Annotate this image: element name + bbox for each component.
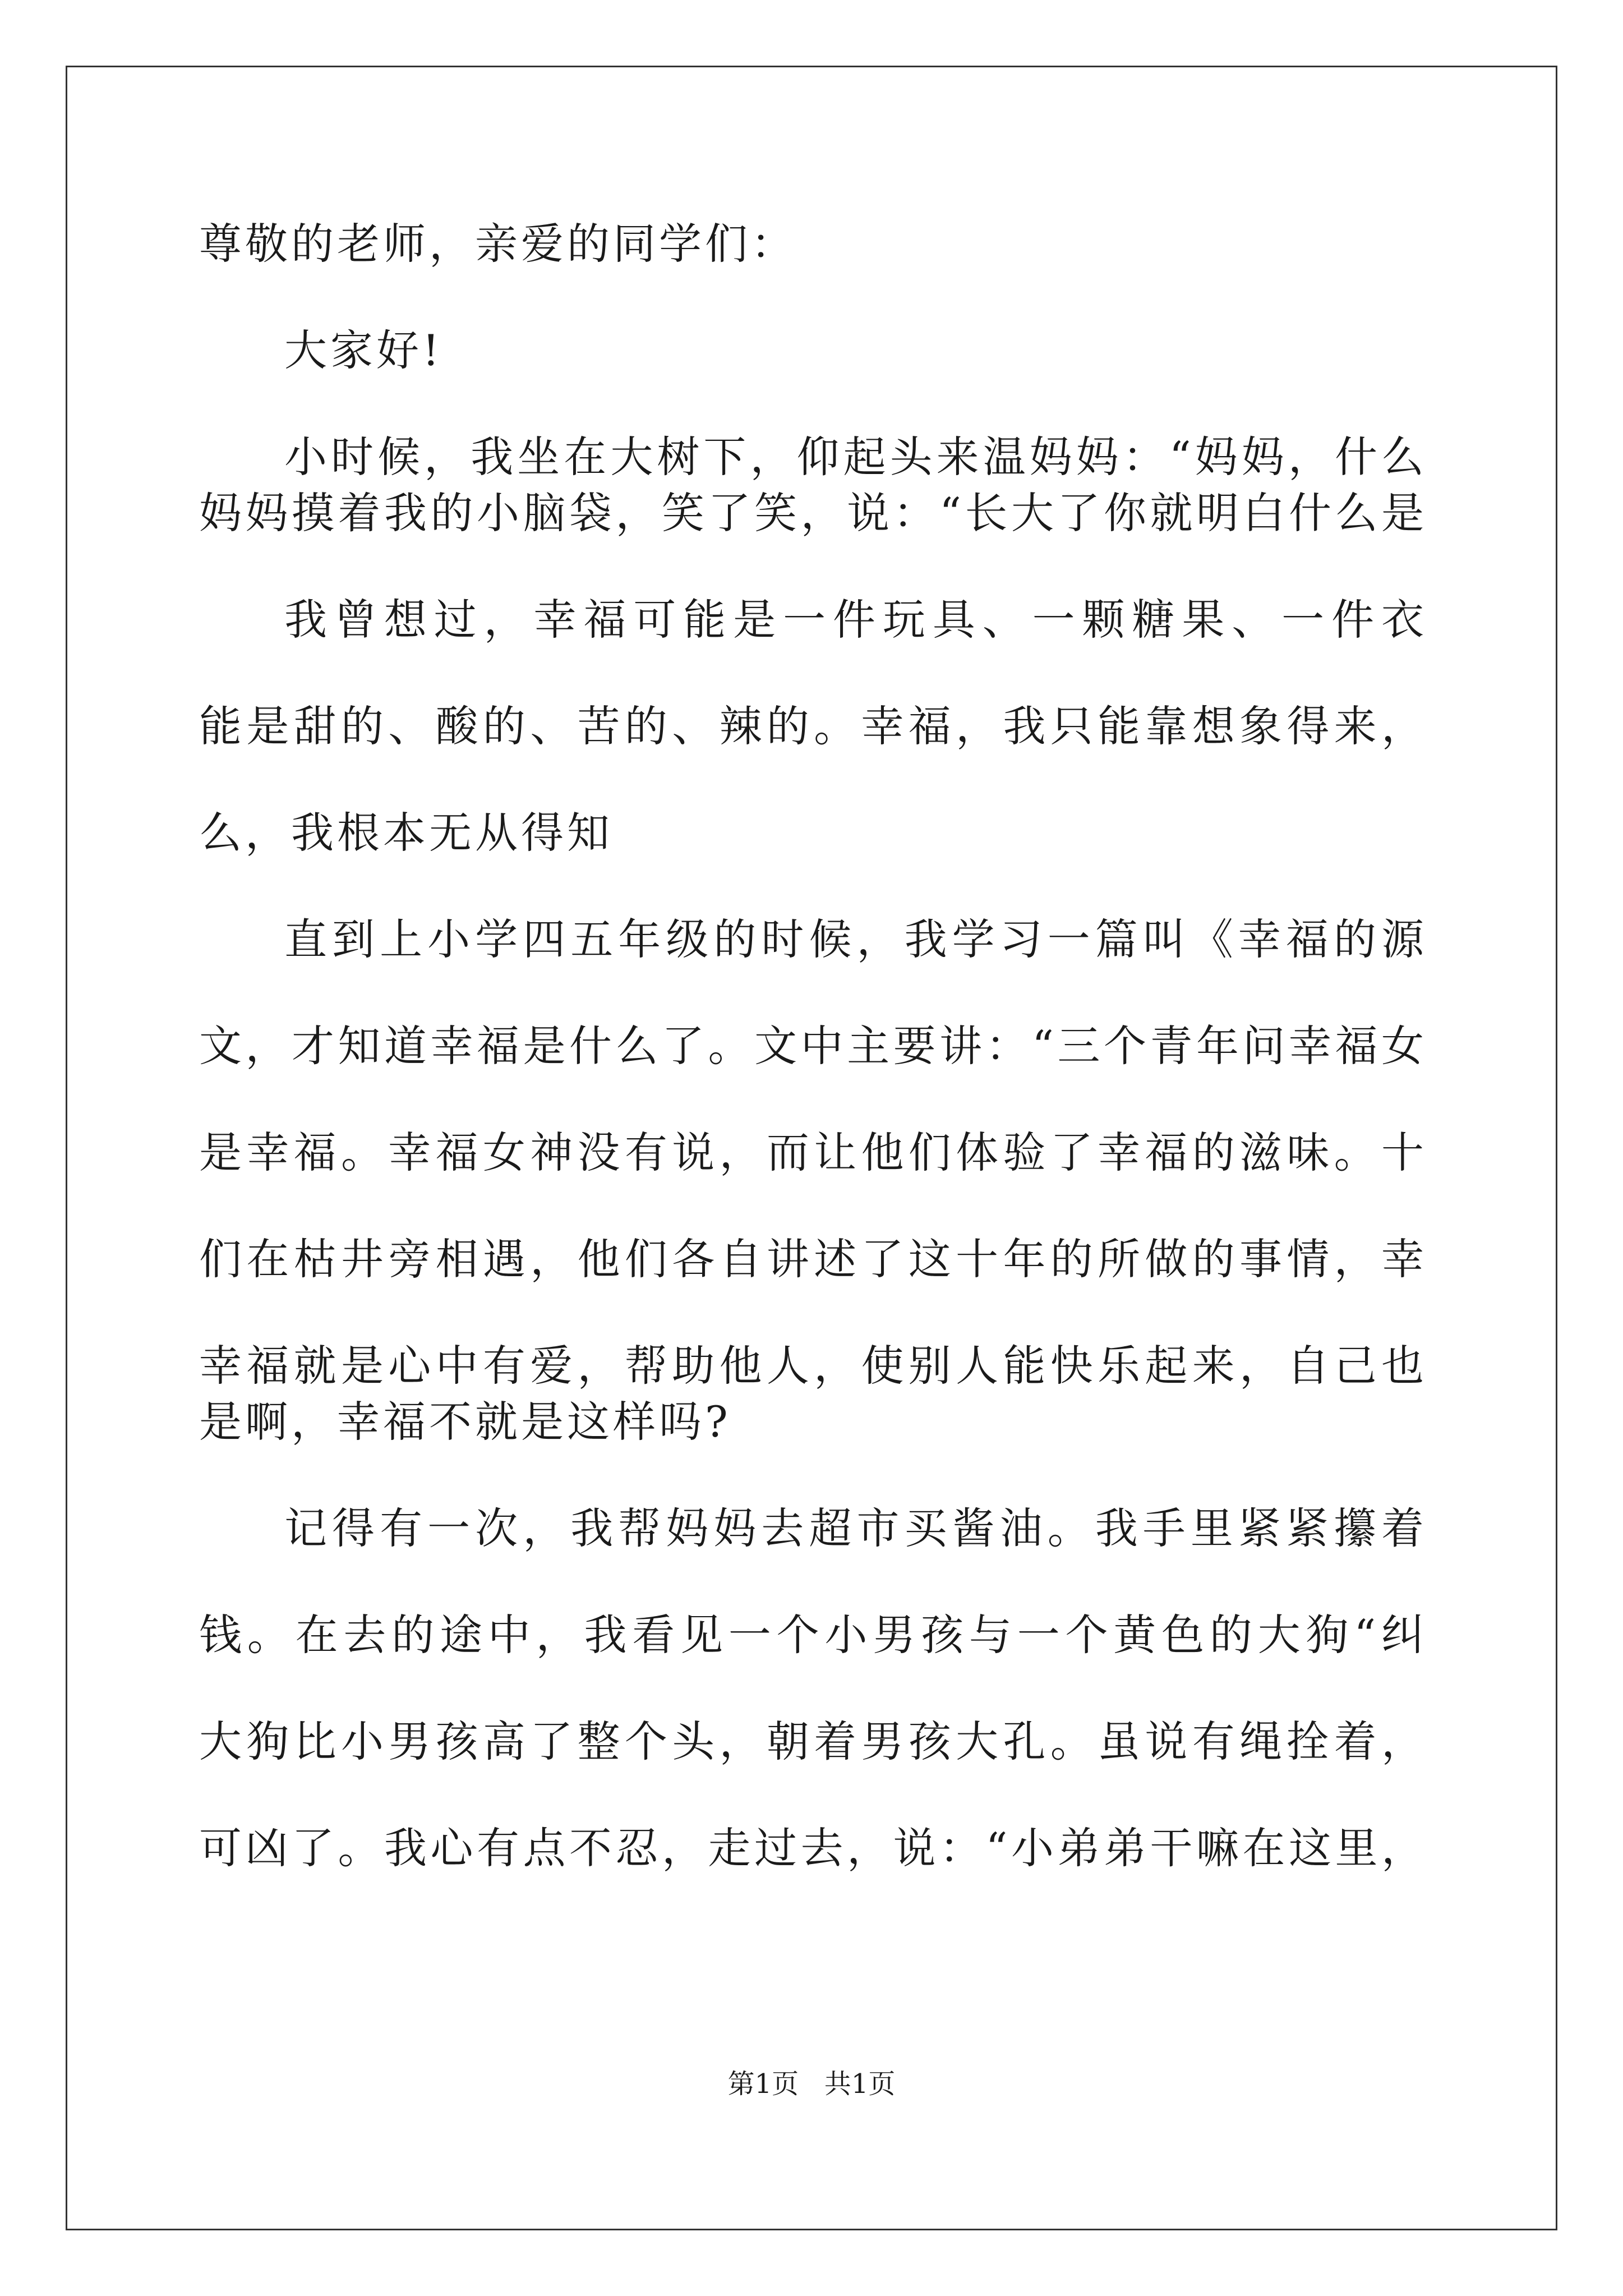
page-number: 第1页 <box>727 2068 799 2100</box>
page-total: 共1页 <box>824 2068 896 2100</box>
paragraph-line: 幸福就是心中有爱，帮助他人，使别人能快乐起来，自己也 <box>199 1341 1427 1391</box>
paragraph-line: 文，才知道幸福是什么了。文中主要讲：“三个青年问幸福女 <box>199 1021 1427 1071</box>
paragraph-line: 我曾想过，幸福可能是一件玩具、一颗糖果、一件衣 <box>284 595 1427 645</box>
paragraph-line: 可凶了。我心有点不忍，走过去，说：“小弟弟干嘛在这里， <box>199 1823 1427 1873</box>
paragraph-line: 么，我根本无从得知 <box>199 808 613 858</box>
paragraph-line: 小时候，我坐在大树下，仰起头来温妈妈：“妈妈，什么 <box>284 432 1427 482</box>
paragraph-line: 钱。在去的途中，我看见一个小男孩与一个黄色的大狗“纠 <box>199 1610 1427 1660</box>
paragraph-line: 是幸福。幸福女神没有说，而让他们体验了幸福的滋味。十 <box>199 1128 1427 1177</box>
salutation-line: 尊敬的老师，亲爱的同学们： <box>199 219 797 269</box>
greeting-line: 大家好! <box>284 325 443 375</box>
page-footer <box>0 2067 1623 2101</box>
paragraph-line: 直到上小学四五年级的时候，我学习一篇叫《幸福的源 <box>284 914 1427 964</box>
paragraph-line: 是啊，幸福不就是这样吗? <box>199 1397 731 1447</box>
paragraph-line: 们在枯井旁相遇，他们各自讲述了这十年的所做的事情，幸 <box>199 1234 1427 1284</box>
paragraph-line: 妈妈摸着我的小脑袋，笑了笑，说：“长大了你就明白什么是 <box>199 488 1427 538</box>
paragraph-line: 大狗比小男孩高了整个头，朝着男孩大孔。虽说有绳拴着， <box>199 1717 1427 1766</box>
paragraph-line: 能是甜的、酸的、苦的、辣的。幸福，我只能靠想象得来， <box>199 701 1427 751</box>
paragraph-line: 记得有一次，我帮妈妈去超市买酱油。我手里紧紧攥着 <box>284 1503 1427 1553</box>
